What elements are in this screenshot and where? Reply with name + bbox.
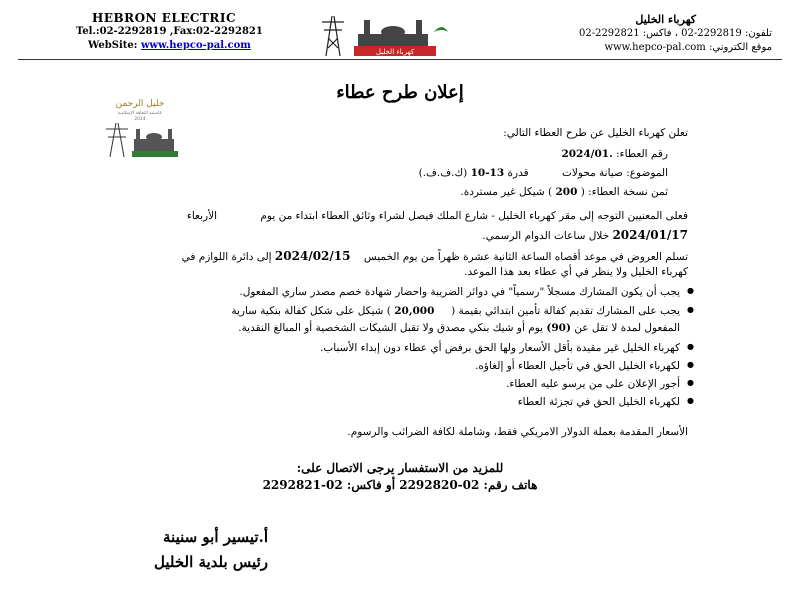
guarantee-line2-a: المفعول لمدة لا تقل عن: [574, 322, 680, 334]
price-rest: ) شيكل غير مستردة.: [460, 186, 553, 198]
tender-number-label: رقم العطاء:: [616, 148, 668, 160]
tel-fax-en: Tel.:02-2292819 ,Fax:02-2292821: [76, 26, 263, 37]
subject-label: الموضوع:: [626, 167, 668, 179]
guarantee-days: (90): [546, 322, 571, 334]
para1-line1: [187, 210, 688, 222]
tender-number-row: [561, 148, 668, 160]
signatory-title: رئيس بلدية الخليل: [153, 553, 268, 571]
hebron-electric-logo: [318, 12, 456, 58]
condition-item: ● كهرباء الخليل غير مقيدة بأقل الأسعار ولها الحق برفض أي عطاء دون إبداء الأسباب.: [320, 342, 694, 354]
condition-item: ● أجور الإعلان على من يرسو عليه العطاء.: [320, 378, 694, 390]
para2-line1: [182, 249, 688, 263]
para2-text-b: إلى دائرة اللوازم في: [181, 251, 272, 263]
logo-text: كهرباء الخليل: [375, 48, 415, 56]
company-name-en: HEBRON ELECTRIC: [92, 11, 237, 25]
website-line-en: [88, 40, 251, 51]
conditions-list: [231, 286, 694, 317]
subject-value: صيانة محولات: [562, 167, 623, 179]
subject-row: [419, 167, 668, 179]
para1-text-a: فعلى المعنيين التوجه إلى مقر كهرباء الخليل - شارع الملك فيصل لشراء وثائق العطاء ابتداء من يوم: [260, 210, 688, 222]
website-link[interactable]: www.hepco-pal.com: [140, 40, 251, 51]
guarantee-value: 20,000: [394, 305, 435, 317]
para1-text-b: خلال ساعات الدوام الرسمي.: [482, 230, 610, 242]
guarantee-text-a: يجب على المشارك تقديم كفالة تأمين ابتدائي بقيمة (: [451, 305, 680, 317]
seal-subtitle: عاصمة الثقافة الإسلامية: [117, 111, 163, 116]
conditions-list-2: [320, 342, 694, 408]
website-line-ar: [605, 42, 772, 53]
capacity-value: 10-13: [470, 167, 505, 179]
phone-number: 2292820-02: [399, 478, 480, 492]
website-ar-label: موقع الكتروني:: [708, 42, 772, 53]
para1-day: الأربعاء: [186, 210, 218, 222]
guarantee-rest: ) شيكل على شكل كفالة بنكية سارية: [231, 305, 391, 317]
condition-item: ● لكهرباء الخليل الحق في تجزئة العطاء: [320, 396, 694, 408]
tender-number: 2024/01.: [561, 148, 613, 160]
or-fax-label: أو فاكس:: [346, 478, 396, 492]
seal-year: 2024: [134, 117, 146, 122]
seal-title: خليل الرحمن: [115, 99, 165, 109]
capacity-unit: (ك.ف.ف.): [418, 167, 468, 179]
para1-date: 2024/01/17: [612, 228, 688, 242]
prices-note: الأسعار المقدمة بعملة الدولار الامريكي فقط، وشاملة لكافة الضرائب والرسوم.: [347, 426, 688, 438]
para2-text-a: تسلم العروض في موعد أقصاه الساعة الثانية عشرة ظهراً من يوم الخميس: [363, 251, 688, 263]
phone-label: هاتف رقم:: [483, 478, 538, 492]
guarantee-line2: [238, 322, 680, 334]
header-divider: [18, 59, 782, 60]
phone-fax-ar: تلفون: 2292819-02 ، فاكس: 2292821-02: [578, 28, 772, 39]
fax-number: 2292821-02: [262, 478, 343, 492]
signatory-name: أ.تيسير أبو سنينة: [163, 528, 268, 546]
para2-date: 2024/02/15: [274, 249, 351, 263]
contact-phone-line: [0, 478, 800, 492]
para1-line2: [482, 228, 688, 242]
document-title: إعلان طرح عطاء: [336, 82, 464, 103]
website-ar-link[interactable]: www.hepco-pal.com: [604, 42, 706, 53]
website-label: WebSite:: [88, 40, 138, 51]
capacity-label: قدرة: [507, 167, 529, 179]
intro-line: تعلن كهرباء الخليل عن طرح العطاء التالي:: [503, 127, 688, 139]
condition-item: ● يجب أن يكون المشارك مسجلاً "رسمياً" في دوائر الضريبة واحضار شهادة خصم مصدر ساري المفعول.: [231, 286, 694, 298]
condition-item: ● لكهرباء الخليل الحق في تأجيل العطاء أو إلغاؤه.: [320, 360, 694, 372]
price-value: 200: [555, 186, 578, 198]
company-name-ar: كهرباء الخليل: [635, 13, 696, 26]
para2-line2: كهرباء الخليل ولا ينظر في أي عطاء بعد هذا الموعد.: [464, 266, 688, 278]
hebron-culture-capital-seal: [96, 97, 184, 161]
contact-title: للمزيد من الاستفسار يرجى الاتصال على:: [296, 461, 504, 475]
condition-item-guarantee: [231, 305, 694, 317]
guarantee-line2-b: يوم أو شيك بنكي مصدق ولا تقبل الشيكات الشخصية أو المبالغ النقدية.: [238, 322, 544, 334]
price-row: [460, 186, 668, 198]
price-label: ثمن نسخة العطاء: (: [580, 186, 668, 198]
